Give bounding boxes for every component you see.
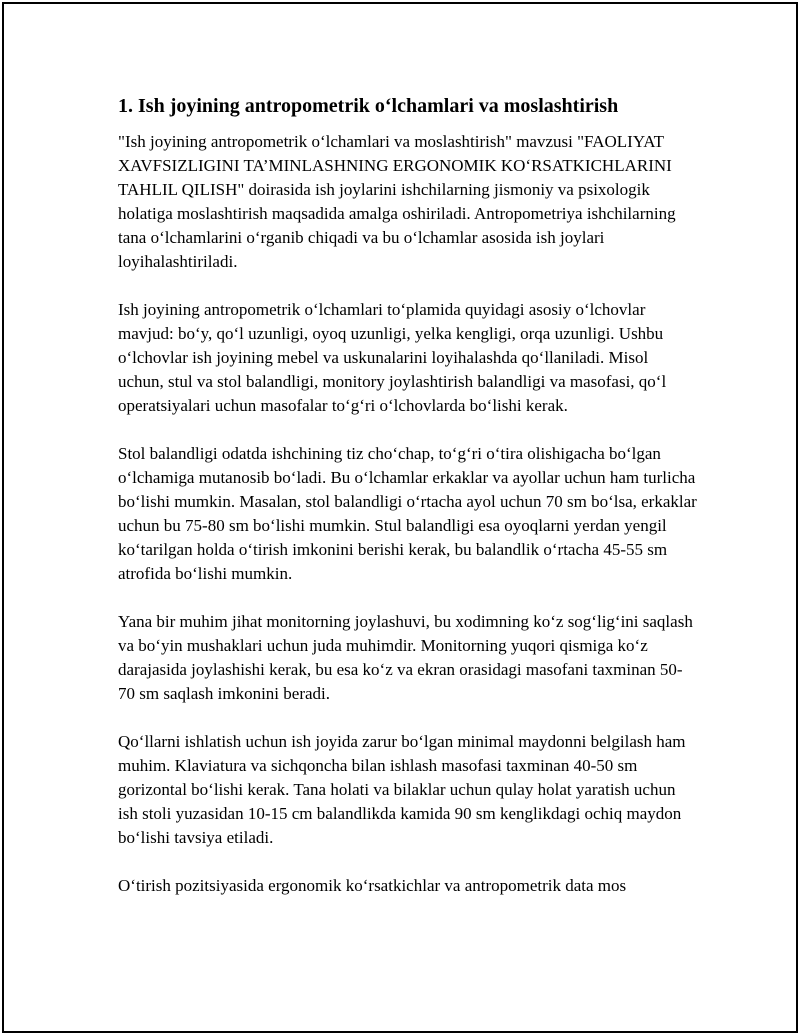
paragraph-intro: "Ish joyining antropometrik o‘lchamlari va moslashtirish" mavzusi "FAOLIYAT XAVFSIZLIGINI TA’MINLASHNING ERGONOMIK KO‘RSATKICHLARINI TAHLIL QILISH" doirasida ish joylarini ishchilarning jismoniy va psixologik holatiga moslashtirish maqsadida amalga oshiriladi. Antropometriya ishchilarning tana o‘lchamlarini o‘rganib chiqadi va bu o‘lchamlar asosida ish joylari loyihalashtiriladi. xyxy=(118,132,676,271)
paragraph-hand-area: Qo‘llarni ishlatish uchun ish joyida zarur bo‘lgan minimal maydonni belgilash ham muhim. Klaviatura va sichqoncha bilan ishlash masofasi taxminan 40-50 sm gorizontal bo‘lishi kerak. Tana holati va bilaklar uchun qulay holat yaratish uchun ish stoli yuzasidan 10-15 cm balandlikda kamida 90 sm kenglikdagi ochiq maydon bo‘lishi tavsiya etiladi. xyxy=(118,732,686,847)
paragraph-monitor: Yana bir muhim jihat monitorning joylashuvi, bu xodimning ko‘z sog‘lig‘ini saqlash va bo‘yin mushaklari uchun juda muhimdir. Monitorning yuqori qismiga ko‘z darajasida joylashishi kerak, bu esa ko‘z va ekran orasidagi masofani taxminan 50-70 sm saqlash imkonini beradi. xyxy=(118,612,693,703)
section-heading: 1. Ish joyining antropometrik o‘lchamlari va moslashtirish xyxy=(118,95,619,117)
paragraph-sitting-position: O‘tirish pozitsiyasida ergonomik ko‘rsatkichlar va antropometrik data mos xyxy=(118,876,627,895)
paragraph-table-height: Stol balandligi odatda ishchining tiz cho‘chap, to‘g‘ri o‘tira olishigacha bo‘lgan o‘lchamiga mutanosib bo‘ladi. Bu o‘lchamlar erkaklar va ayollar uchun ham turlicha bo‘lishi mumkin. Masalan, stol balandligi o‘rtacha ayol uchun 70 sm bo‘lsa, erkaklar uchun bu 75-80 sm bo‘lishi mumkin. Stul balandligi esa oyoqlarni yerdan yengil ko‘tarilgan holda o‘tirish imkonini berishi kerak, bu balandlik o‘rtacha 45-55 sm atrofida bo‘lishi mumkin. xyxy=(118,444,697,583)
document-body xyxy=(118,92,698,922)
paragraph-measurements: Ish joyining antropometrik o‘lchamlari to‘plamida quyidagi asosiy o‘lchovlar mavjud: bo‘y, qo‘l uzunligi, oyoq uzunligi, yelka kengligi, orqa uzunligi. Ushbu o‘lchovlar ish joyining mebel va uskunalarini loyihalashda qo‘llaniladi. Misol uchun, stul va stol balandligi, monitory joylashtirish balandligi va masofasi, qo‘l operatsiyalari uchun masofalar to‘g‘ri o‘lchovlarda bo‘lishi kerak. xyxy=(118,300,667,415)
